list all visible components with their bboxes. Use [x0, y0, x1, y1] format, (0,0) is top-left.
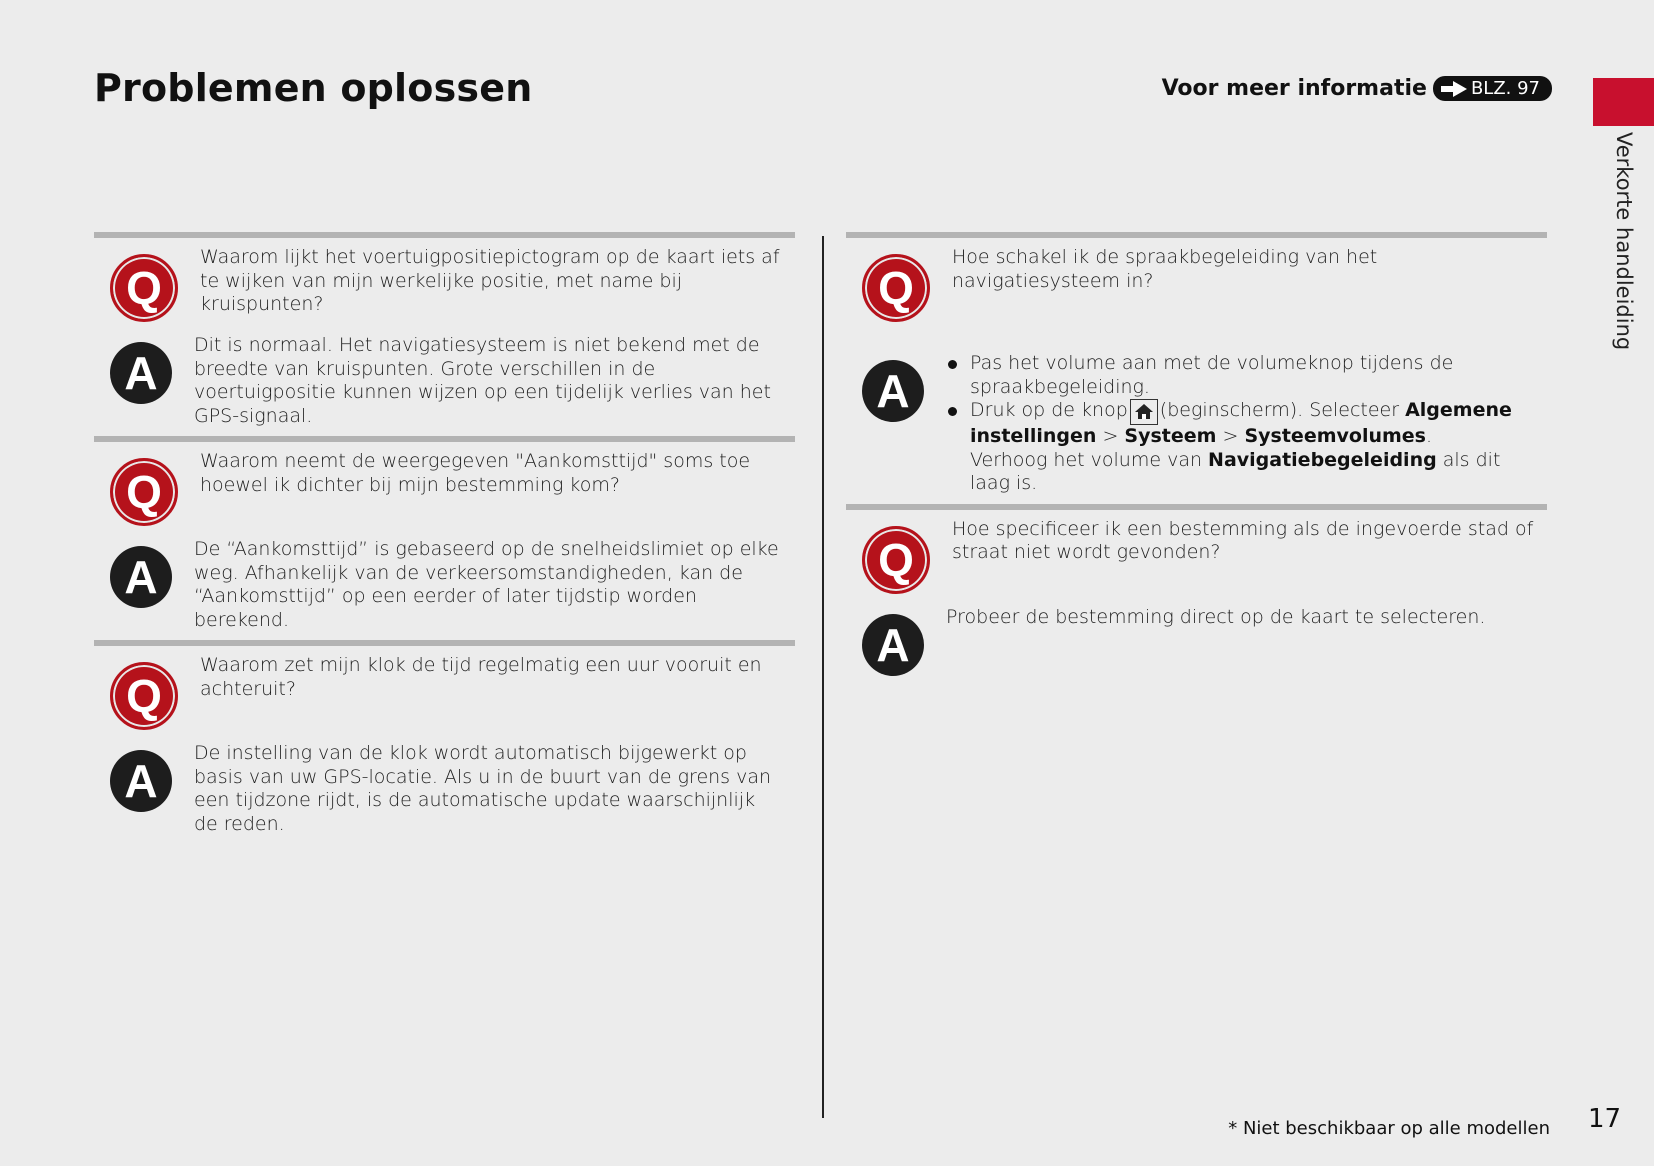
menu-path-separator: >	[1102, 425, 1119, 447]
more-info-label: Voor meer informatie	[1161, 76, 1427, 101]
answer-badge-icon: A	[110, 750, 172, 812]
right-qa-column	[846, 232, 1547, 684]
answer-text: De instelling van de klok wordt automatisch bijgewerkt op basis van uw GPS-locatie. Als u in de buurt van de grens van een tijdzone rijdt, is de automatische update waarschijnlijk de reden.	[194, 742, 772, 835]
qa-item	[94, 436, 795, 632]
more-info-reference	[1162, 76, 1552, 101]
question-text: Waarom zet mijn klok de tijd regelmatig een uur vooruit en achteruit?	[200, 654, 762, 700]
answer-text: De “Aankomsttijd” is gebaseerd op de snelheidslimiet op elke weg. Afhankelijk van de verkeersomstandigheden, kan de “Aankomsttijd” op een eerder of later tijdstip worden berekend.	[194, 538, 779, 631]
section-tab-marker	[1593, 78, 1654, 126]
page-reference-link[interactable]	[1433, 76, 1552, 101]
qa-item	[846, 504, 1547, 676]
question-row	[94, 654, 795, 730]
bullet-text: Verhoog het volume van	[970, 448, 1202, 471]
answer-badge-icon: A	[110, 546, 172, 608]
qa-item	[846, 232, 1547, 496]
answer-row	[94, 538, 795, 632]
left-qa-column	[94, 232, 795, 844]
menu-path-separator: >	[1222, 425, 1239, 447]
menu-path-system-volumes: Systeemvolumes	[1244, 425, 1426, 447]
answer-badge-icon: A	[110, 342, 172, 404]
qa-item	[94, 232, 795, 428]
question-row	[94, 450, 795, 526]
page-title: Problemen oplossen	[94, 66, 533, 110]
answer-text	[946, 352, 1546, 496]
menu-path-navigation-guidance: Navigatiebegeleiding	[1208, 448, 1437, 471]
arrow-right-icon	[1441, 81, 1467, 97]
question-badge-icon: Q	[110, 662, 178, 730]
section-tab-label: Verkorte handleiding	[1612, 132, 1636, 351]
qa-item	[94, 640, 795, 836]
footnote: * Niet beschikbaar op alle modellen	[1228, 1118, 1550, 1139]
question-badge-icon: Q	[110, 458, 178, 526]
question-row	[94, 246, 795, 322]
home-icon	[1130, 399, 1158, 425]
answer-bullet	[946, 399, 1546, 496]
bullet-text: Druk op de knop	[970, 399, 1128, 421]
question-row	[846, 518, 1547, 594]
answer-bullet: Pas het volume aan met de volumeknop tijdens de spraakbegeleiding.	[946, 352, 1546, 399]
page-reference-label: BLZ. 97	[1470, 78, 1540, 99]
answer-bullet-list	[946, 352, 1546, 496]
page-number: 17	[1588, 1104, 1622, 1134]
question-badge-icon: Q	[862, 254, 930, 322]
answer-text: Dit is normaal. Het navigatiesysteem is niet bekend met de breedte van kruispunten. Grote verschillen in de voertuigpositie kunnen wijzen op een tijdelijk verlies van het GPS-signaal.	[194, 334, 771, 427]
answer-badge-icon: A	[862, 614, 924, 676]
question-text: Hoe schakel ik de spraakbegeleiding van het navigatiesysteem in?	[952, 246, 1378, 292]
menu-path-system: Systeem	[1124, 425, 1217, 447]
column-divider	[822, 236, 824, 1118]
bullet-text: .	[1425, 425, 1433, 447]
answer-row	[846, 352, 1547, 496]
question-badge-icon: Q	[862, 526, 930, 594]
question-text: Hoe specificeer ik een bestemming als de ingevoerde stad of straat niet wordt gevonden?	[952, 517, 1534, 563]
question-text: Waarom lijkt het voertuigpositiepictogram op de kaart iets af te wijken van mijn werkelijke positie, met name bij kruispunten?	[200, 246, 780, 315]
answer-row	[846, 606, 1547, 676]
question-row	[846, 246, 1547, 322]
answer-row	[94, 334, 795, 428]
menu-path-general-settings: Algemene instellingen	[970, 399, 1512, 447]
answer-badge-icon: A	[862, 360, 924, 422]
bullet-text: (beginscherm). Selecteer	[1159, 399, 1400, 421]
answer-text: Probeer de bestemming direct op de kaart te selecteren.	[946, 605, 1486, 628]
answer-row	[94, 742, 795, 836]
question-text: Waarom neemt de weergegeven "Aankomsttijd" soms toe hoewel ik dichter bij mijn bestemming kom?	[200, 450, 751, 496]
question-badge-icon: Q	[110, 254, 178, 322]
bullet-text: als dit laag is.	[970, 448, 1501, 494]
